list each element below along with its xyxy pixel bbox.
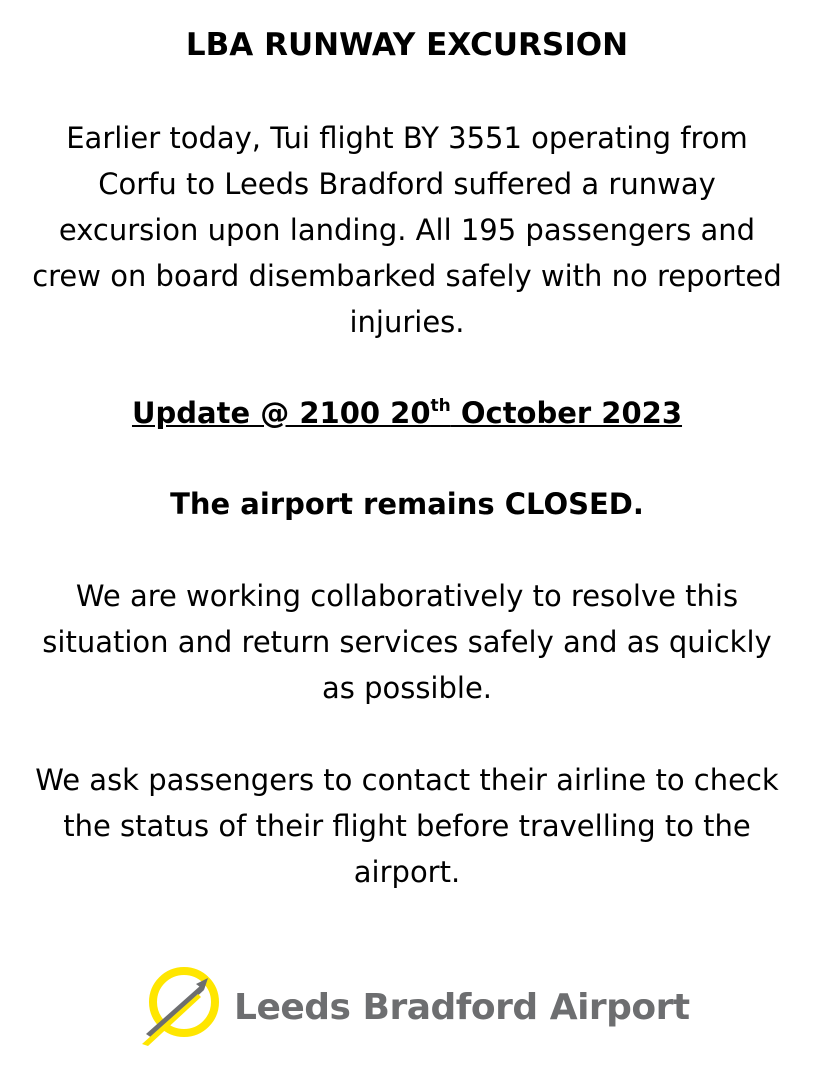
airport-status: The airport remains CLOSED. — [170, 487, 644, 521]
intro-paragraph: Earlier today, Tui flight BY 3551 operating from Corfu to Leeds Bradford suffered a runway excursion upon landing. All 195 passengers and crew on board disembarked safely with no reported injuries. — [32, 121, 782, 339]
update-ordinal: th — [430, 396, 451, 416]
work-paragraph: We are working collaboratively to resolve this situation and return services safely and as quickly as possible. — [42, 579, 772, 705]
update-prefix: Update @ 2100 20 — [131, 396, 431, 430]
plane-swoosh-logo-icon — [138, 964, 224, 1050]
airport-name: Leeds Bradford Airport — [234, 986, 690, 1028]
update-suffix: October 2023 — [450, 396, 683, 430]
ask-paragraph: We ask passengers to contact their airline to check the status of their flight before travelling to the airport. — [35, 763, 779, 889]
update-heading — [0, 390, 814, 436]
airport-logo — [138, 962, 690, 1052]
notice-title: LBA RUNWAY EXCURSION — [185, 27, 629, 63]
